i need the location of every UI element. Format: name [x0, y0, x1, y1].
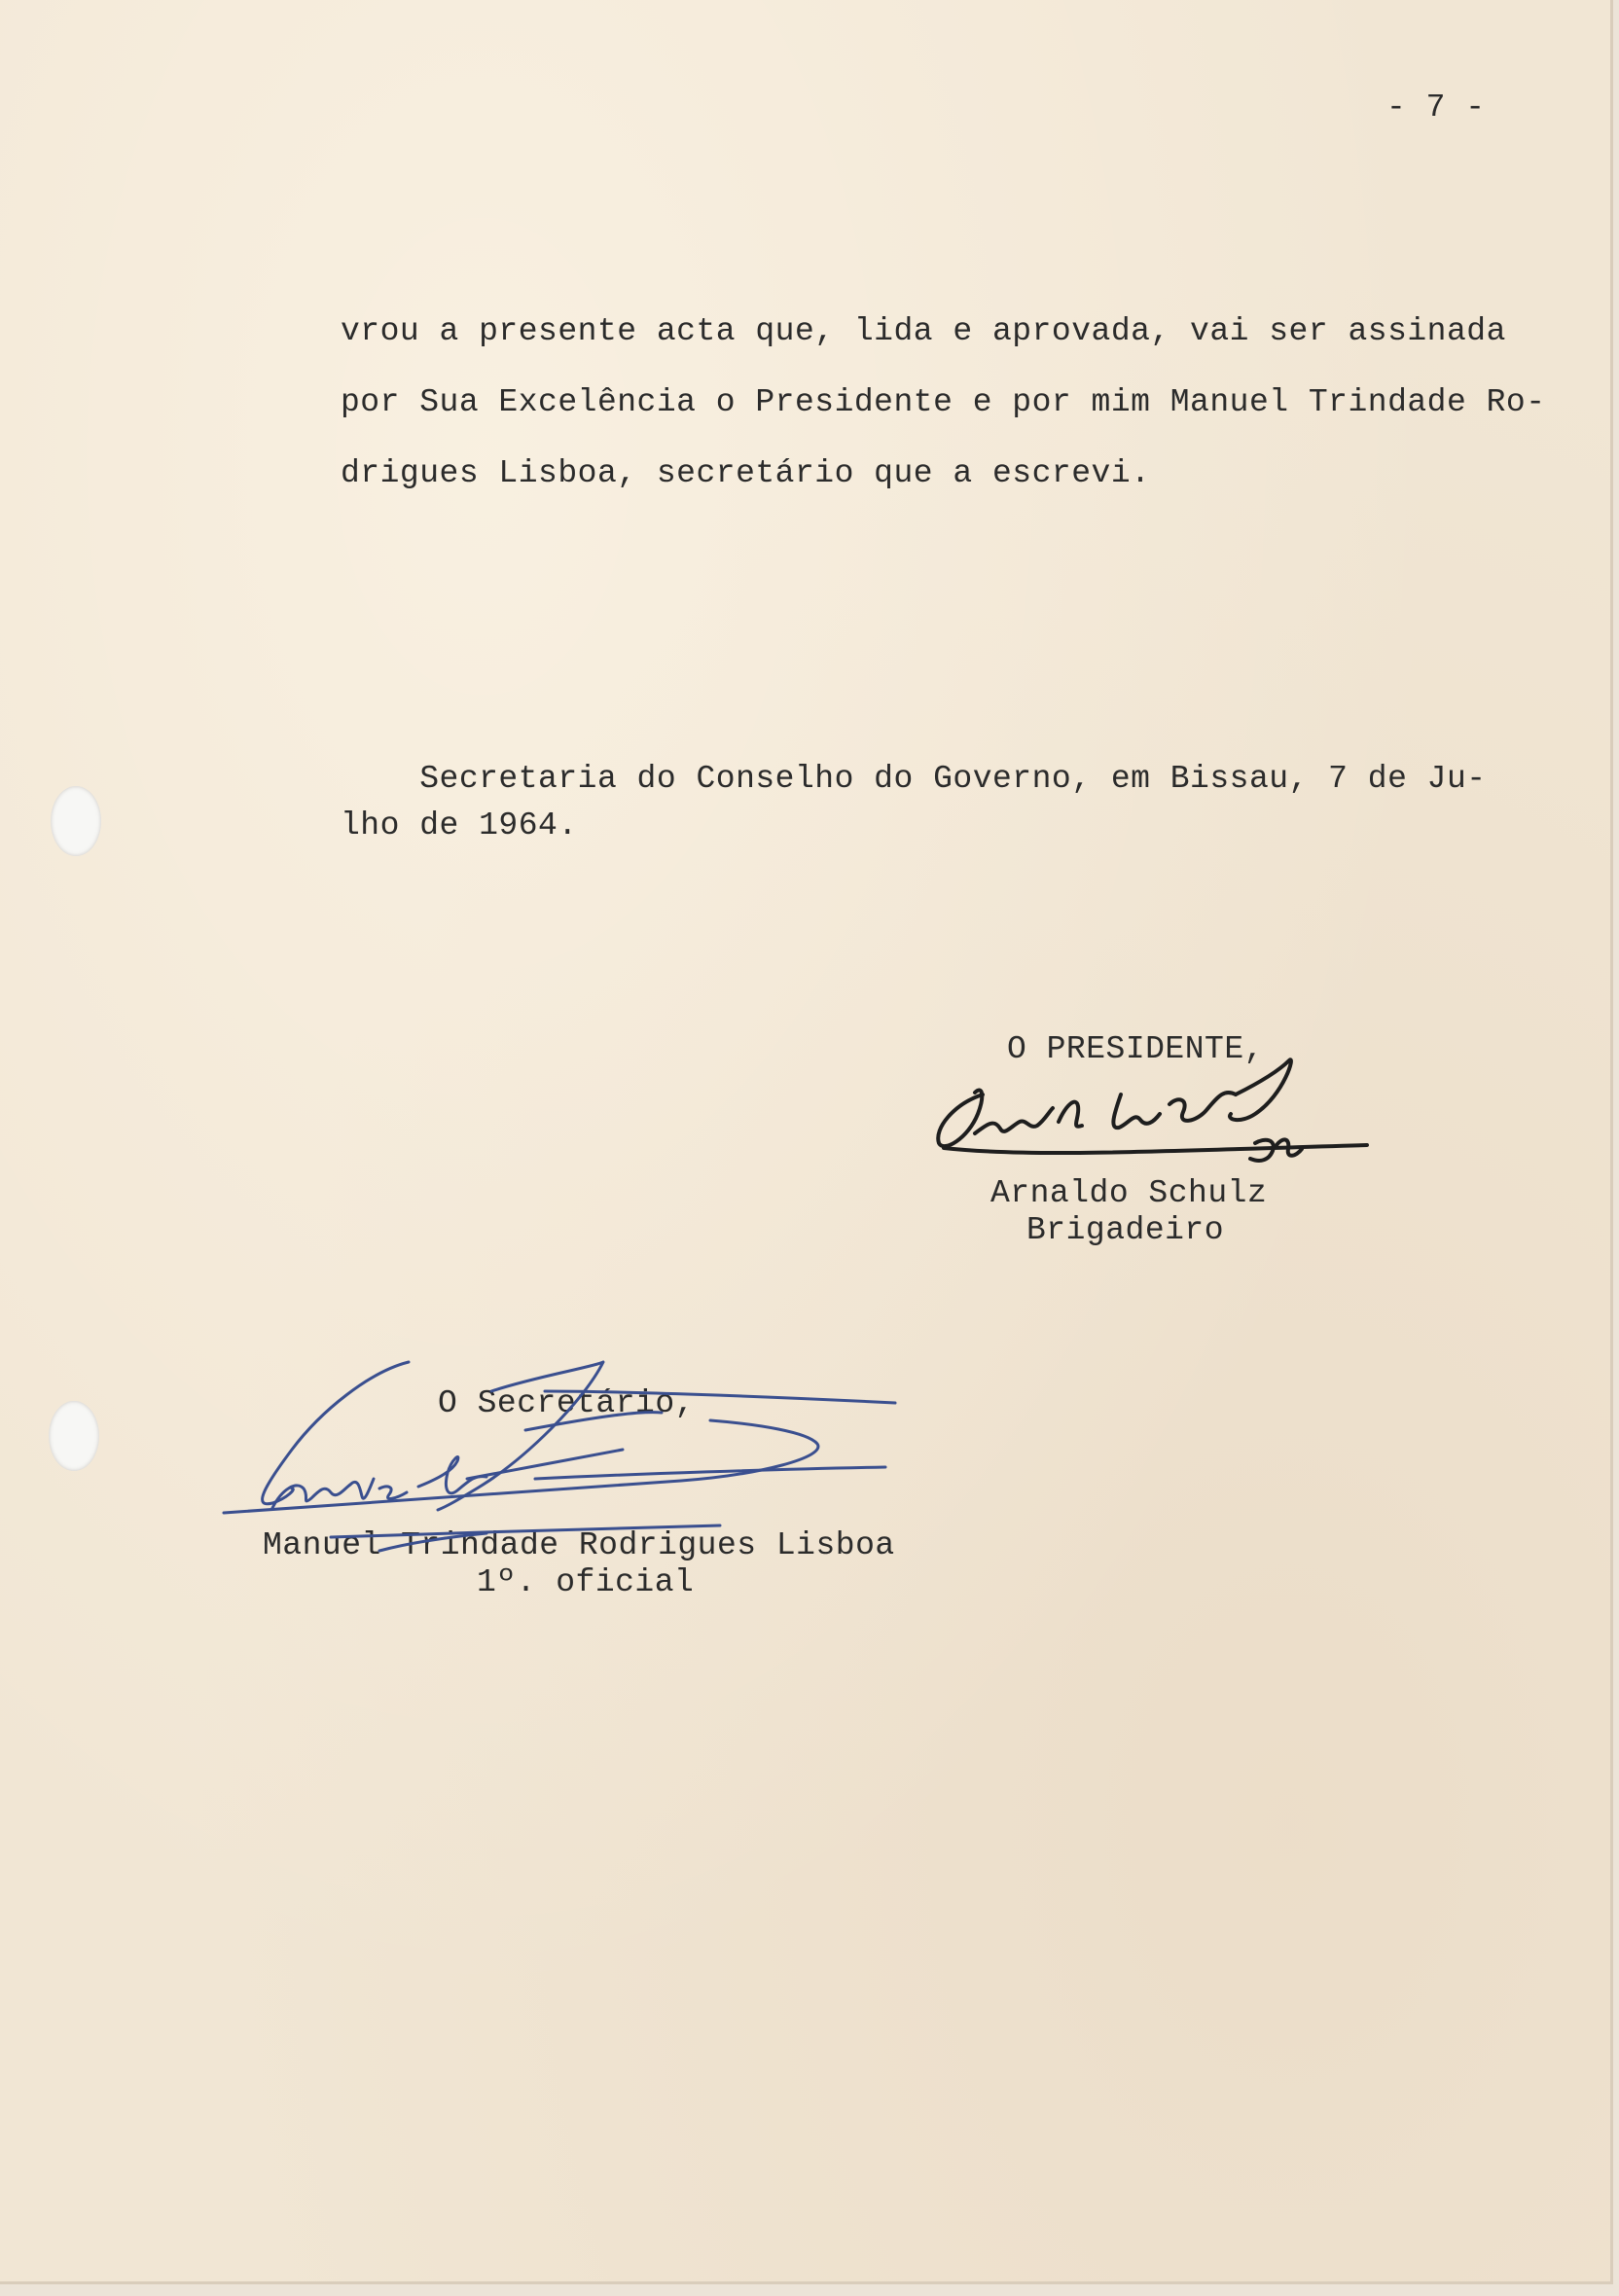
- secretary-heading: O Secretário,: [438, 1385, 695, 1421]
- secretary-name: Manuel Trindade Rodrigues Lisboa: [263, 1527, 895, 1563]
- body-line-3: drigues Lisboa, secretário que a escrevi.: [341, 455, 1151, 491]
- president-rank: Brigadeiro: [1026, 1212, 1225, 1248]
- secretary-signature: [214, 1343, 895, 1576]
- president-heading: O PRESIDENTE,: [1007, 1031, 1264, 1067]
- president-signature: [915, 1036, 1362, 1211]
- dateline-line-2: lho de 1964.: [341, 807, 578, 843]
- body-line-1: vrou a presente acta que, lida e aprovada, vai ser assinada: [341, 313, 1506, 349]
- secretary-rank: 1º. oficial: [477, 1564, 695, 1600]
- president-name: Arnaldo Schulz: [990, 1175, 1268, 1211]
- punch-hole-top: [51, 786, 101, 856]
- dateline-line-1: Secretaria do Conselho do Governo, em Bissau, 7 de Ju-: [341, 761, 1487, 797]
- page-number: - 7 -: [1386, 90, 1486, 126]
- punch-hole-bottom: [49, 1401, 99, 1471]
- body-line-2: por Sua Excelência o Presidente e por mim Manuel Trindade Ro-: [341, 384, 1546, 420]
